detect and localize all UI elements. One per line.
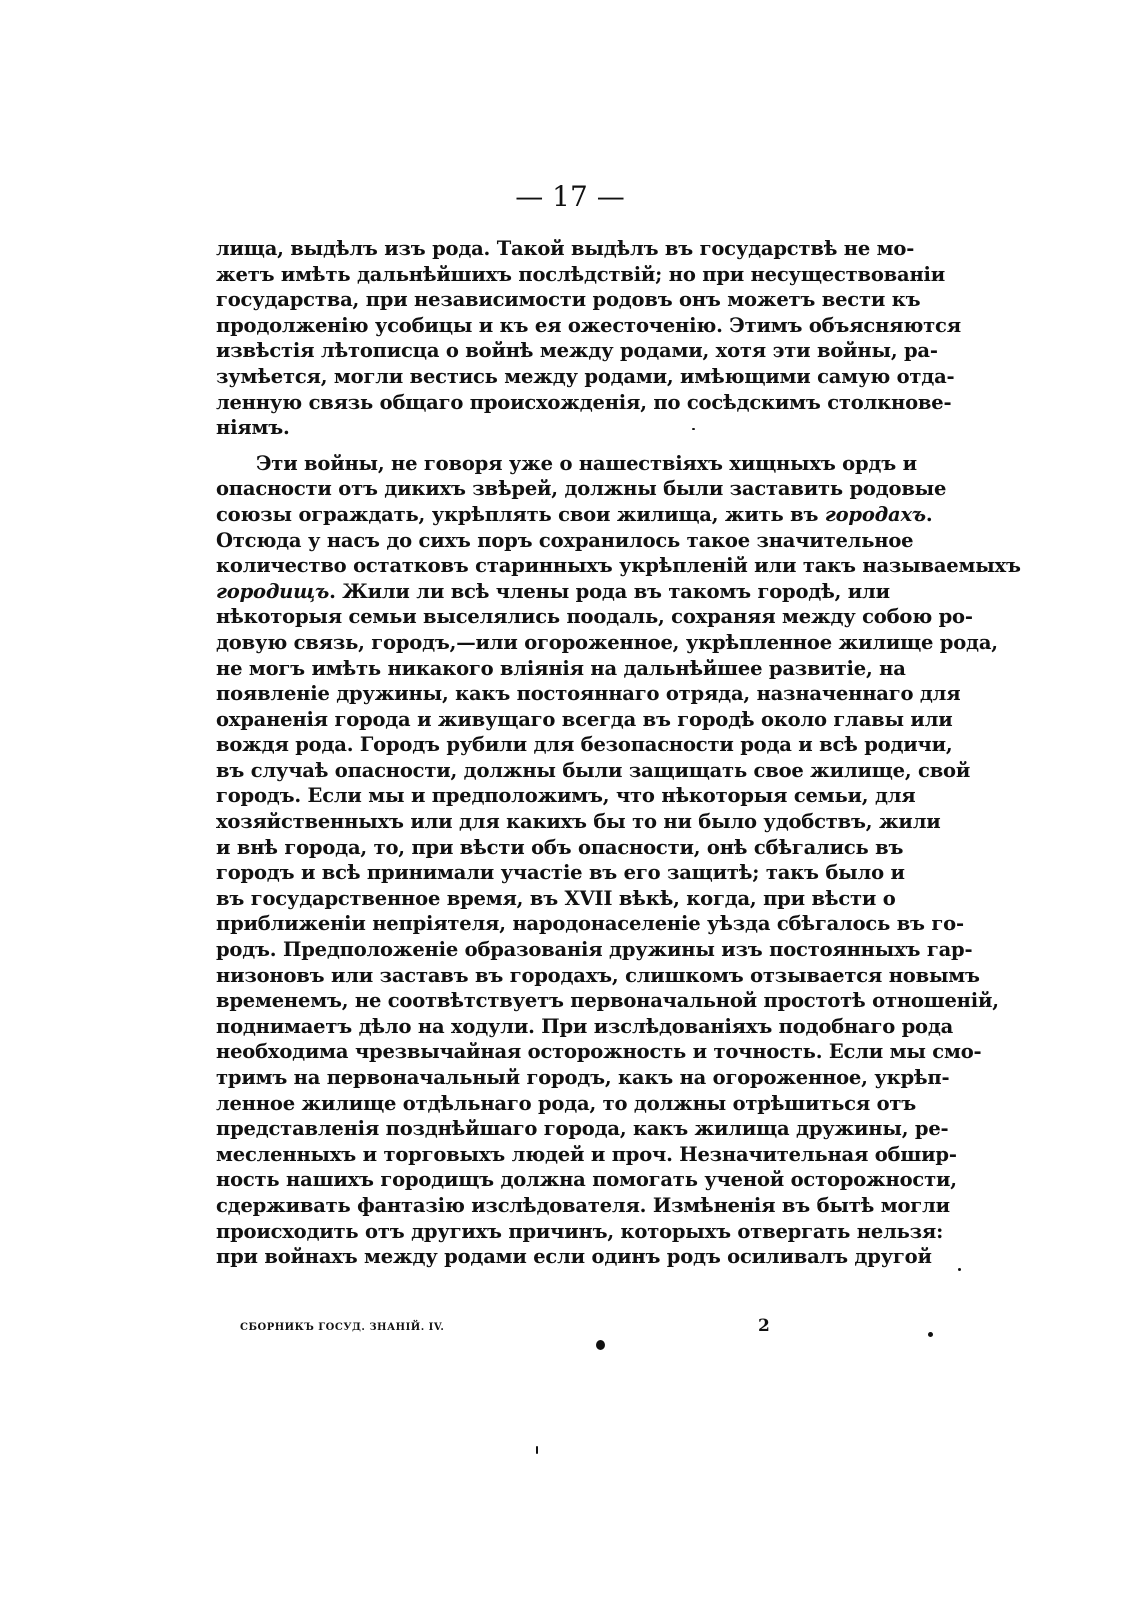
text-line: хозяйственныхъ или для какихъ бы то ни было удобствъ, жили — [216, 810, 941, 834]
text-line: представленія позднѣйшаго города, какъ жилища дружины, ре- — [216, 1117, 949, 1141]
scan-speck — [596, 1340, 605, 1350]
text-line: не могъ имѣть никакого вліянія на дальнѣйшее развитіе, на — [216, 656, 906, 680]
text-line: месленныхъ и торговыхъ людей и проч. Незначительная обшир- — [216, 1142, 957, 1166]
scan-speck — [692, 428, 695, 430]
text-line: необходима чрезвычайная осторожность и точность. Если мы смо- — [216, 1040, 982, 1064]
text-line: Отсюда у насъ до сихъ поръ сохранилось такое значительное — [216, 528, 914, 552]
scan-speck — [536, 1446, 538, 1454]
text-line: государства, при независимости родовъ онъ можетъ вести къ — [216, 288, 921, 312]
text-line: городъ и всѣ принимали участіе въ его защитѣ; такъ было и — [216, 861, 905, 885]
text-line: нѣкоторыя семьи выселялись поодаль, сохраняя между собою ро- — [216, 605, 973, 629]
text-line: зумѣется, могли вестись между родами, имѣющими самую отда- — [216, 364, 955, 388]
text-line: опасности отъ дикихъ звѣрей, должны были заставить родовые — [216, 477, 947, 501]
text-line: низоновъ или заставъ въ городахъ, слишкомъ отзывается новымъ — [216, 963, 980, 987]
text-line: поднимаетъ дѣло на ходули. При изслѣдованіяхъ подобнаго рода — [216, 1014, 954, 1038]
text-line: и внѣ города, то, при вѣсти объ опасности, онѣ сбѣгались въ — [216, 835, 904, 859]
text-line: жетъ имѣть дальнѣйшихъ послѣдствій; но при несуществованіи — [216, 262, 945, 286]
text-fragment: . Жили ли всѣ члены рода въ такомъ городѣ, или — [329, 579, 890, 603]
text-line: вождя рода. Городъ рубили для безопасности рода и всѣ родичи, — [216, 733, 953, 757]
text-line: довую связь, городъ,—или огороженное, укрѣпленное жилище рода, — [216, 630, 998, 654]
text-line: родъ. Предположеніе образованія дружины изъ постоянныхъ гар- — [216, 938, 973, 962]
printer-signature: СБОРНИКЪ ГОСУД. ЗНАНІЙ. IV. — [240, 1322, 445, 1333]
scan-speck — [958, 1268, 961, 1271]
text-line: охраненія города и живущаго всегда въ городѣ около главы или — [216, 707, 953, 731]
text-line: происходить отъ другихъ причинъ, которыхъ отвергать нельзя: — [216, 1219, 944, 1243]
text-line: въ случаѣ опасности, должны были защищать свое жилище, свой — [216, 758, 971, 782]
text-line: Эти войны, не говоря уже о нашествіяхъ хищныхъ ордъ и — [256, 451, 917, 475]
text-line: приближеніи непріятеля, народонаселеніе уѣзда сбѣгалось въ го- — [216, 912, 964, 936]
text-fragment: союзы ограждать, укрѣплять свои жилища, жить въ — [216, 502, 825, 526]
scan-speck — [928, 1332, 933, 1337]
italic-term: городахъ — [824, 502, 926, 526]
text-line: въ государственное время, въ XVII вѣкѣ, когда, при вѣсти о — [216, 886, 896, 910]
text-line — [216, 579, 890, 605]
italic-term: городищъ — [216, 579, 330, 603]
text-line: сдерживать фантазію изслѣдователя. Измѣненія въ бытѣ могли — [216, 1193, 950, 1217]
text-fragment: . — [925, 502, 933, 526]
text-line: появленіе дружины, какъ постояннаго отряда, назначеннаго для — [216, 682, 961, 706]
text-line: количество остатковъ старинныхъ укрѣпленій или такъ называемыхъ — [216, 554, 1021, 578]
page-number: — 17 — — [515, 180, 625, 213]
text-line — [216, 502, 933, 528]
text-line: ленное жилище отдѣльнаго рода, то должны отрѣшиться отъ — [216, 1091, 917, 1115]
text-line: ніямъ. — [216, 416, 290, 440]
paragraph-gap — [216, 441, 864, 451]
text-line: лища, выдѣлъ изъ рода. Такой выдѣлъ въ государствѣ не мо- — [216, 237, 915, 260]
text-line: городъ. Если мы и предположимъ, что нѣкоторыя семьи, для — [216, 784, 916, 808]
body-text — [216, 236, 1021, 1270]
sheet-number: 2 — [758, 1316, 770, 1336]
text-line: продолженію усобицы и къ ея ожесточенію. Этимъ объясняются — [216, 313, 961, 337]
text-line: временемъ, не соотвѣтствуетъ первоначальной простотѣ отношеній, — [216, 989, 999, 1013]
text-line: извѣстія лѣтописца о войнѣ между родами, хотя эти войны, ра- — [216, 339, 938, 363]
text-line: ность нашихъ городищъ должна помогать ученой осторожности, — [216, 1168, 957, 1192]
text-line: ленную связь общаго происхожденія, по сосѣдскимъ столкнове- — [216, 390, 952, 414]
text-line: при войнахъ между родами если одинъ родъ осиливалъ другой — [216, 1245, 932, 1269]
text-line: тримъ на первоначальный городъ, какъ на огороженное, укрѣп- — [216, 1066, 950, 1089]
